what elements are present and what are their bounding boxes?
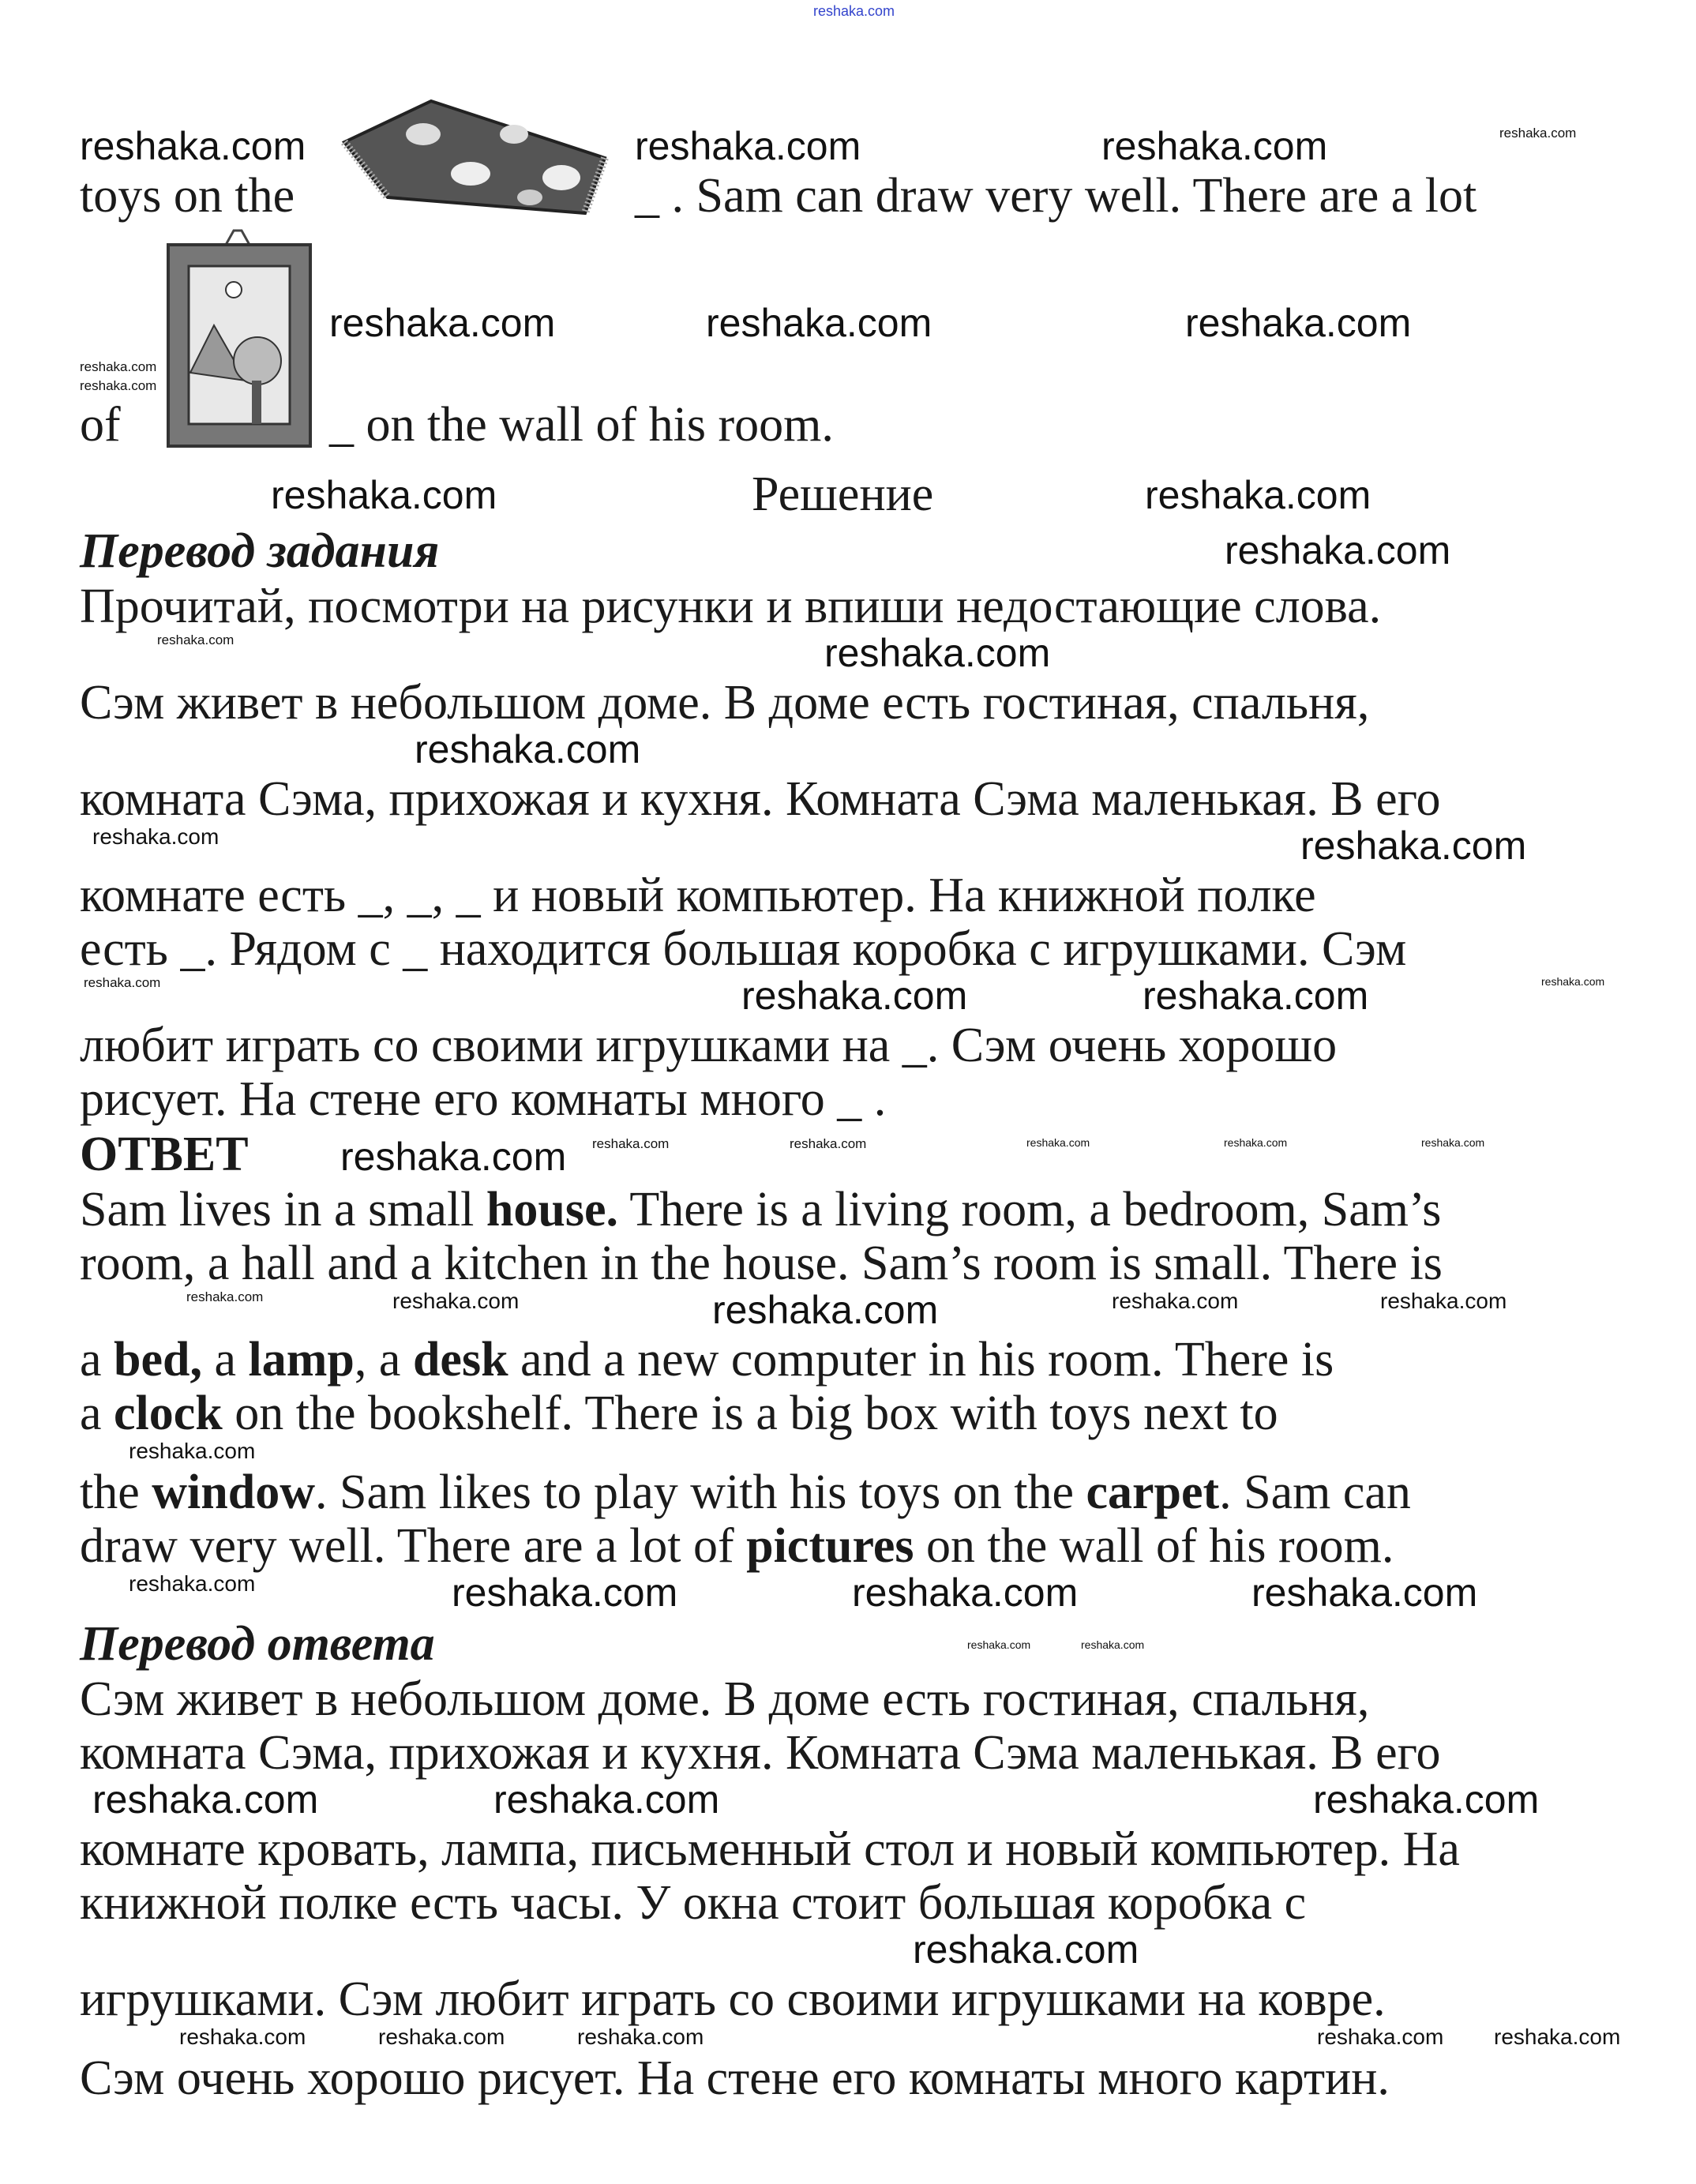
task-line: комнате есть _, _, _ и новый компьютер. На книжной полке (80, 869, 1316, 922)
task-line: любит играть со своими игрушками на _. Сэм очень хорошо (80, 1019, 1338, 1072)
task-line: комната Сэма, прихожая и кухня. Комната Сэма маленькая. В его (80, 772, 1441, 826)
answer-heading: ОТВЕТ (80, 1128, 249, 1181)
exercise-line-1-end: _ . Sam can draw very well. There are a lot (635, 169, 1477, 223)
exercise-line-2-start: of (80, 398, 121, 452)
answer-line (0, 1183, 1696, 1236)
watermark: reshaka.com (1313, 1777, 1540, 1822)
watermark: reshaka.com (1251, 1570, 1478, 1615)
answer-translation-line: комнате кровать, лампа, письменный стол и новый компьютер. На (80, 1822, 1460, 1876)
watermark: reshaka.com (577, 2025, 704, 2049)
watermark-row (80, 126, 317, 169)
answer-keyword: pictures (746, 1519, 914, 1573)
watermark: reshaka.com (80, 124, 306, 168)
answer-keyword: carpet (1086, 1465, 1220, 1519)
watermark: reshaka.com (129, 1439, 256, 1463)
watermark-row (80, 379, 159, 398)
answer-translation-line: Сэм очень хорошо рисует. На стене его комнаты много картин. (80, 2051, 1390, 2105)
watermark-row (0, 1440, 1696, 1465)
watermark: reshaka.com (415, 727, 641, 771)
watermark-row (0, 1290, 1696, 1333)
answer-line (0, 1236, 1696, 1290)
answer-text-segment: . Sam can (1219, 1465, 1411, 1519)
answer-text-segment: on the wall of his room. (914, 1519, 1394, 1573)
watermark-row (329, 303, 1435, 398)
exercise-line-2-end: _ on the wall of his room. (329, 398, 834, 452)
watermark: reshaka.com (84, 975, 161, 990)
answer-keyword: window (152, 1465, 315, 1519)
answer-text-segment: a (80, 1387, 114, 1440)
task-line: Прочитай, посмотри на рисунки и впиши недостающие слова. (80, 580, 1382, 633)
watermark-row (0, 1927, 1696, 1972)
answer-text-segment: , a (354, 1333, 413, 1387)
answer-translation-line: комната Сэма, прихожая и кухня. Комната Сэма маленькая. В его (80, 1726, 1441, 1780)
solution-title: Решение (752, 467, 934, 521)
answer-keyword: house. (486, 1183, 618, 1236)
answer-keyword: bed, (114, 1333, 203, 1387)
watermark: reshaka.com (1026, 1136, 1090, 1149)
watermark: reshaka.com (790, 1136, 867, 1151)
watermark-row (0, 976, 1696, 1019)
watermark: reshaka.com (452, 1570, 678, 1615)
exercise-line-2 (0, 223, 1696, 452)
top-watermark-link[interactable]: reshaka.com (813, 3, 895, 19)
exercise-line-1-start: toys on the (80, 169, 295, 223)
watermark: reshaka.com (1143, 974, 1369, 1018)
answer-text-segment: a (202, 1333, 249, 1387)
answer-text-segment: . Sam likes to play with his toys on the (315, 1465, 1086, 1519)
watermark: reshaka.com (1300, 824, 1527, 868)
watermark-row (0, 528, 1696, 573)
watermark: reshaka.com (92, 824, 220, 849)
watermark-row (0, 2026, 1696, 2051)
watermark: reshaka.com (271, 473, 497, 517)
carpet-picture (332, 87, 628, 223)
answer-keyword: desk (412, 1333, 508, 1387)
wall-picture (159, 223, 325, 452)
task-translation-heading: Перевод задания (80, 524, 440, 578)
watermark-row (0, 1777, 1696, 1822)
answer-line (0, 1387, 1696, 1440)
watermark-row (0, 633, 1696, 676)
watermark: reshaka.com (824, 631, 1051, 675)
watermark-row (635, 126, 1661, 169)
watermark-row (0, 727, 1696, 772)
answer-text-segment: a (80, 1333, 114, 1387)
watermark: reshaka.com (1380, 1289, 1507, 1313)
answer-line (0, 1519, 1696, 1573)
answer-text-segment: draw very well. There are a lot of (80, 1519, 747, 1573)
watermark: reshaka.com (80, 378, 157, 393)
watermark: reshaka.com (1317, 2025, 1444, 2049)
watermark: reshaka.com (1112, 1289, 1239, 1313)
watermark: reshaka.com (1421, 1136, 1485, 1149)
watermark-row (0, 1570, 1696, 1615)
answer-translation-line: книжной полке есть часы. У окна стоит большая коробка с (80, 1876, 1307, 1930)
watermark-row (0, 1639, 1696, 1655)
answer-line (0, 1465, 1696, 1519)
watermark: reshaka.com (392, 1289, 520, 1313)
watermark: reshaka.com (592, 1136, 670, 1151)
watermark: reshaka.com (1541, 975, 1605, 988)
watermark-row (0, 826, 1696, 869)
answer-translation-line: игрушками. Сэм любит играть со своими игрушками на ковре. (80, 1972, 1386, 2026)
answer-translation-heading: Перевод ответа (80, 1617, 435, 1671)
answer-text-segment: the (80, 1465, 152, 1519)
watermark: reshaka.com (1101, 124, 1328, 168)
answer-text-segment: There is a living room, a bedroom, Sam’s (618, 1183, 1442, 1236)
watermark: reshaka.com (340, 1135, 567, 1179)
watermark: reshaka.com (1145, 473, 1371, 517)
answer-text-segment: Sam lives in a small (80, 1183, 486, 1236)
watermark: reshaka.com (92, 1777, 319, 1822)
watermark: reshaka.com (329, 301, 556, 345)
watermark: reshaka.com (157, 632, 235, 647)
watermark: reshaka.com (1185, 301, 1412, 345)
watermark: reshaka.com (186, 1289, 264, 1304)
watermark: reshaka.com (1225, 528, 1451, 572)
watermark: reshaka.com (378, 2025, 505, 2049)
watermark: reshaka.com (179, 2025, 306, 2049)
answer-text-segment: on the bookshelf. There is a big box with toys next to (222, 1387, 1278, 1440)
watermark: reshaka.com (967, 1638, 1031, 1651)
watermark: reshaka.com (741, 974, 968, 1018)
answer-text-segment: and a new computer in his room. There is (508, 1333, 1334, 1387)
answer-keyword: clock (114, 1387, 223, 1440)
watermark: reshaka.com (706, 301, 932, 345)
watermark: reshaka.com (1494, 2025, 1621, 2049)
watermark: reshaka.com (80, 359, 157, 374)
watermark: reshaka.com (129, 1571, 256, 1596)
watermark: reshaka.com (493, 1777, 720, 1822)
watermark: reshaka.com (1499, 126, 1577, 141)
task-line: Сэм живет в небольшом доме. В доме есть гостиная, спальня, (80, 676, 1370, 730)
watermark: reshaka.com (1224, 1136, 1288, 1149)
watermark: reshaka.com (712, 1288, 939, 1332)
answer-translation-line: Сэм живет в небольшом доме. В доме есть гостиная, спальня, (80, 1672, 1370, 1726)
watermark-row (80, 360, 159, 379)
watermark: reshaka.com (852, 1570, 1079, 1615)
task-line: рисует. На стене его комнаты много _ . (80, 1072, 887, 1126)
answer-text-segment: room, a hall and a kitchen in the house. Sam’s room is small. There is (80, 1236, 1443, 1290)
answer-keyword: lamp (248, 1333, 355, 1387)
watermark-row (0, 1137, 1696, 1180)
answer-line (0, 1333, 1696, 1387)
watermark: reshaka.com (1081, 1638, 1145, 1651)
task-line: есть _. Рядом с _ находится большая коробка с игрушками. Сэм (80, 922, 1407, 976)
watermark: reshaka.com (635, 124, 861, 168)
watermark: reshaka.com (913, 1927, 1139, 1972)
exercise-line-1 (0, 87, 1696, 223)
